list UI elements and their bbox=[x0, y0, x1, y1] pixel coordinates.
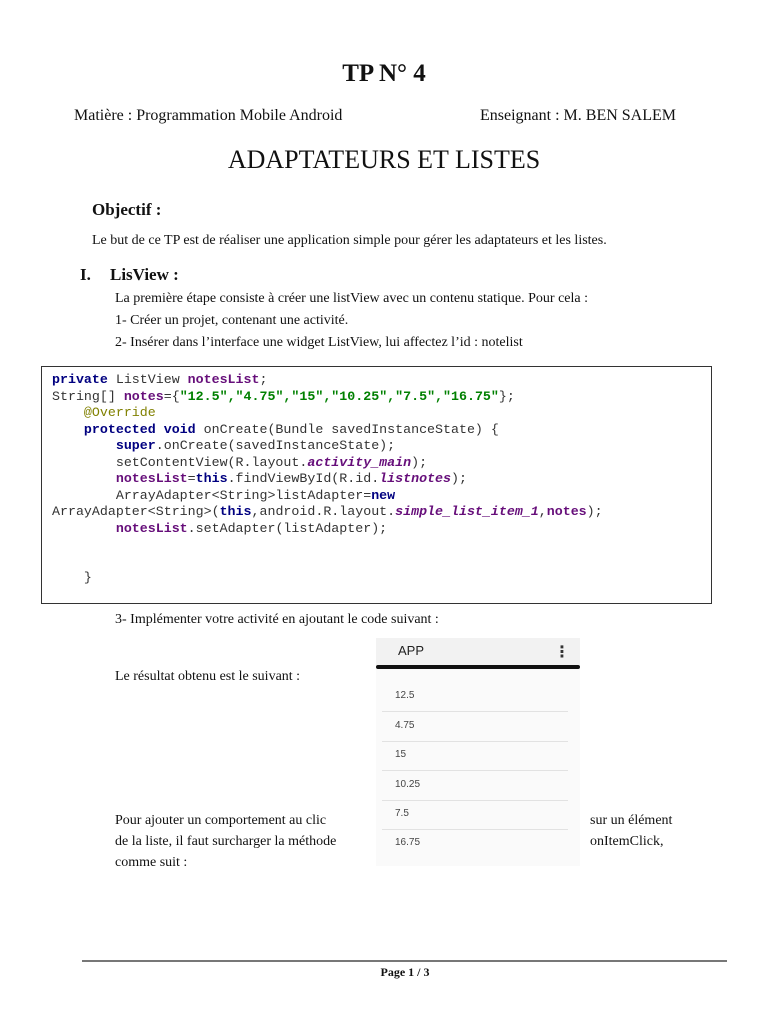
code-token: ArrayAdapter<String>listAdapter= bbox=[115, 487, 372, 503]
code-token: ); bbox=[411, 454, 428, 470]
step-1: 1- Créer un projet, contenant une activité. bbox=[115, 313, 349, 328]
list-item[interactable] bbox=[382, 800, 568, 830]
page-number: Page 1 / 3 bbox=[380, 965, 430, 979]
code-token: simple_list_item_1 bbox=[395, 504, 539, 519]
code-token: protected void bbox=[83, 421, 196, 437]
code-token: ); bbox=[451, 471, 467, 486]
step-2: 2- Insérer dans l’interface une widget ListView, lui affectez l’id : notelist bbox=[115, 335, 523, 350]
code-token: "12.5","4.75","15","10.25","7.5","16.75" bbox=[179, 388, 499, 404]
footer-divider bbox=[82, 960, 727, 962]
code-token: notesList bbox=[115, 471, 188, 486]
section-intro: La première étape consiste à créer une listView avec un contenu statique. Pour cela : bbox=[115, 291, 589, 306]
code-token: ,android.R.layout. bbox=[251, 504, 396, 519]
list-item[interactable] bbox=[382, 771, 568, 801]
code-token: notes bbox=[123, 388, 164, 404]
page-title: TP N° 4 bbox=[342, 60, 426, 87]
code-token: @Override bbox=[83, 405, 156, 420]
list-item[interactable] bbox=[382, 712, 568, 742]
section-number: I. bbox=[80, 265, 91, 284]
objective-heading: Objectif : bbox=[92, 200, 162, 219]
code-token: notes bbox=[546, 504, 587, 519]
code-token: .onCreate(savedInstanceState); bbox=[155, 438, 396, 453]
teacher-name: Enseignant : M. BEN SALEM bbox=[480, 107, 676, 124]
code-token: private bbox=[52, 372, 108, 387]
code-token: }; bbox=[498, 388, 515, 404]
code-token: this bbox=[195, 471, 228, 486]
list-item[interactable] bbox=[382, 741, 568, 771]
vertical-dots-icon[interactable]: ⋮ bbox=[554, 644, 570, 661]
code-token: ; bbox=[259, 372, 268, 387]
result-label: Le résultat obtenu est le suivant : bbox=[115, 669, 301, 684]
code-token: setContentView(R.layout. bbox=[115, 454, 308, 470]
step-3: 3- Implémenter votre activité en ajoutant le code suivant : bbox=[115, 612, 439, 627]
code-token: new bbox=[371, 487, 396, 503]
app-toolbar bbox=[376, 638, 580, 665]
list-item-label: 12.5 bbox=[395, 690, 415, 701]
section-title: LisView : bbox=[110, 265, 179, 284]
click-text-right-1: sur un élément bbox=[590, 813, 673, 828]
code-token: notesList bbox=[115, 520, 188, 536]
code-token: activity_main bbox=[307, 454, 412, 470]
click-text-right-2: onItemClick, bbox=[590, 834, 664, 849]
code-token: ); bbox=[586, 504, 603, 519]
click-text-line-3: comme suit : bbox=[115, 855, 188, 870]
code-listing bbox=[52, 372, 603, 587]
list-item-label: 4.75 bbox=[395, 720, 415, 731]
page-subtitle: ADAPTATEURS ET LISTES bbox=[227, 145, 541, 174]
code-token: String[] bbox=[52, 388, 124, 404]
code-token: ={ bbox=[163, 388, 180, 404]
code-token: this bbox=[219, 504, 252, 519]
code-token: .setAdapter(listAdapter); bbox=[187, 520, 388, 536]
app-title: APP bbox=[398, 643, 425, 658]
list-item-label: 16.75 bbox=[395, 837, 421, 848]
section-heading bbox=[80, 265, 179, 285]
objective-text: Le but de ce TP est de réaliser une application simple pour gérer les adaptateurs et les listes. bbox=[92, 233, 607, 248]
click-text-line-2: de la liste, il faut surcharger la méthode bbox=[115, 834, 337, 849]
code-token: = bbox=[187, 471, 196, 486]
code-token: ArrayAdapter<String>( bbox=[52, 504, 220, 519]
phone-screenshot bbox=[376, 638, 580, 866]
code-token: } bbox=[83, 570, 92, 585]
code-token: super bbox=[115, 438, 156, 453]
code-block bbox=[41, 366, 712, 604]
list-item[interactable] bbox=[382, 682, 568, 712]
list-item[interactable] bbox=[382, 829, 568, 858]
code-token: notesList bbox=[187, 372, 260, 387]
click-text-line-1: Pour ajouter un comportement au clic bbox=[115, 813, 327, 828]
code-token: .findViewById(R.id. bbox=[227, 471, 380, 486]
code-token: ListView bbox=[107, 372, 188, 387]
code-token: listnotes bbox=[379, 471, 452, 486]
list-item-label: 7.5 bbox=[395, 808, 409, 819]
code-token: onCreate(Bundle savedInstanceState) { bbox=[195, 421, 499, 437]
toolbar-divider bbox=[376, 665, 580, 669]
course-subject: Matière : Programmation Mobile Android bbox=[74, 107, 343, 124]
code-token: , bbox=[538, 504, 547, 519]
list-item-label: 10.25 bbox=[395, 779, 421, 790]
list-item-label: 15 bbox=[395, 749, 407, 760]
